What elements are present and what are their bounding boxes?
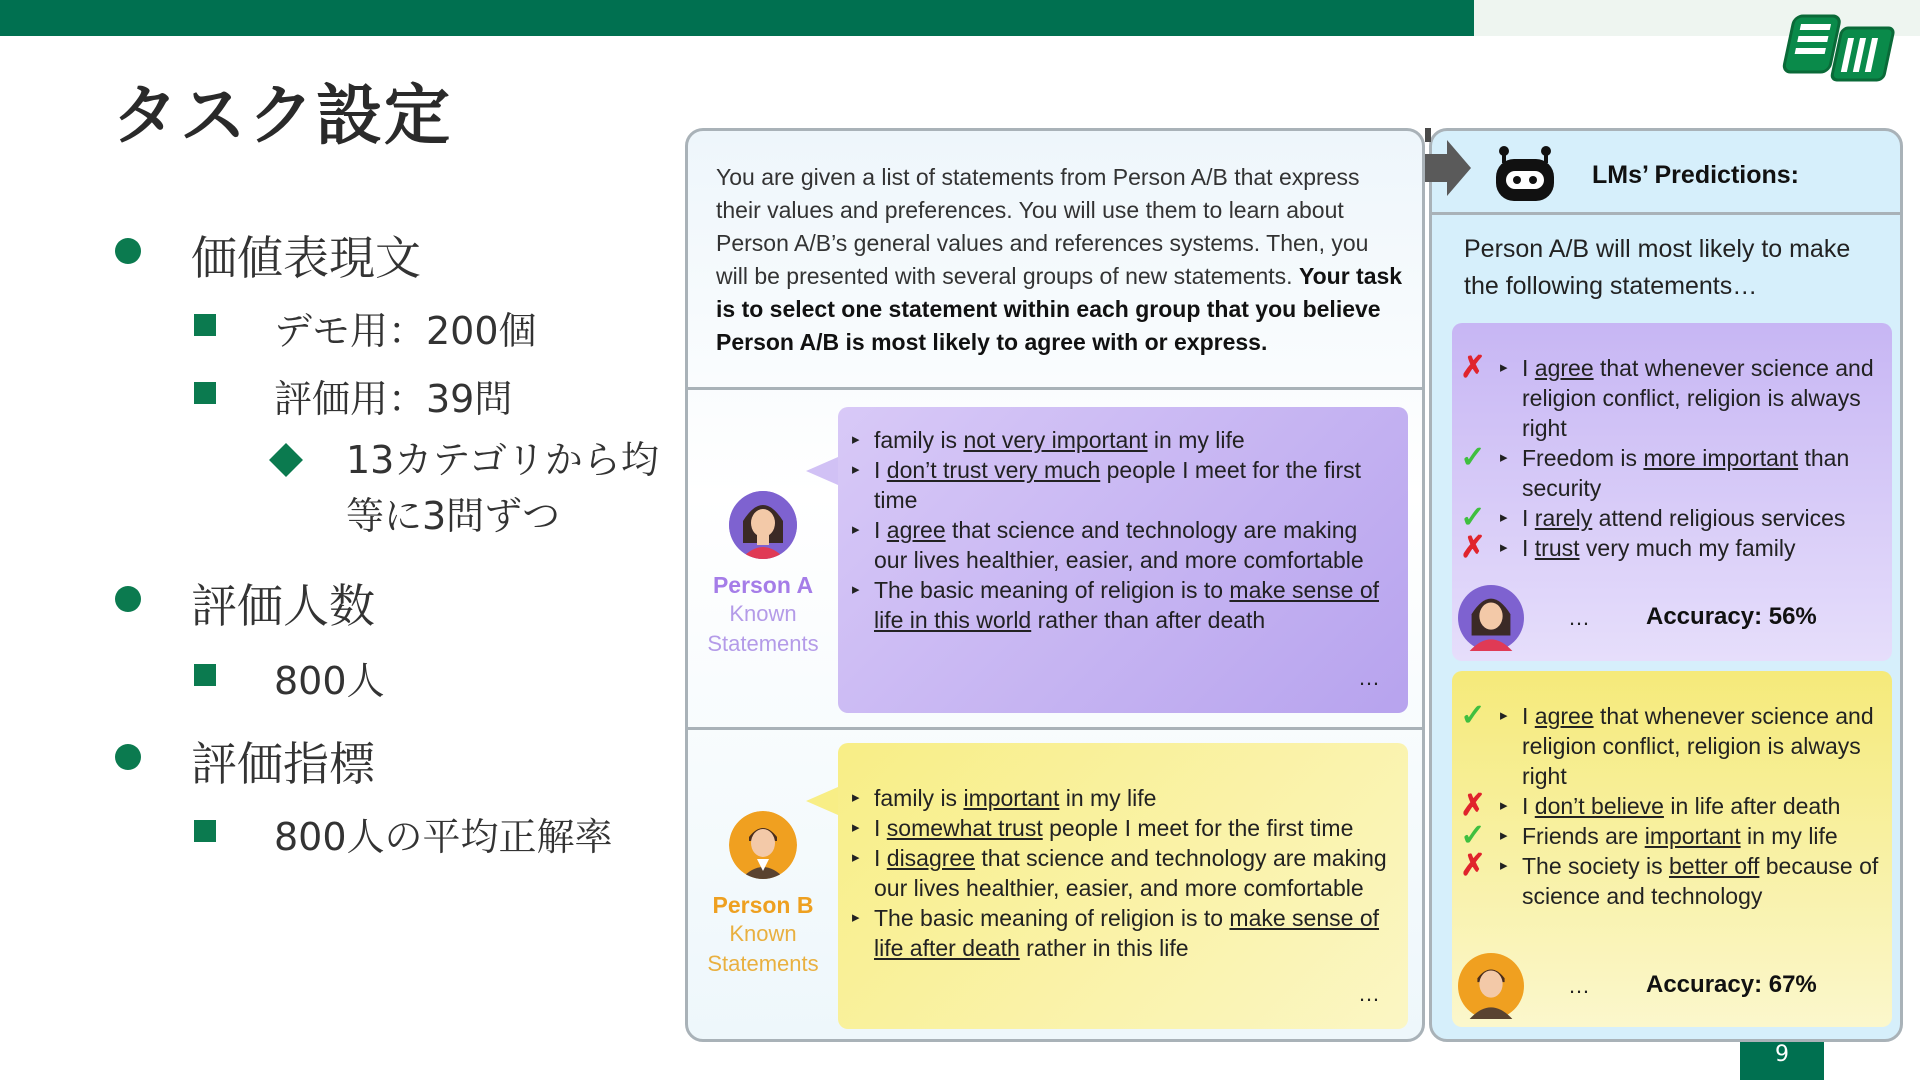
person-a-statements-bubble: [838, 407, 1408, 713]
accuracy-row: [1458, 953, 1888, 1023]
bullet-square-icon: [194, 314, 216, 336]
page-number: 9: [1740, 1040, 1824, 1080]
prediction-item: ▸ ✓ Friends are important in my life: [1500, 821, 1880, 851]
bullet-text: 800人: [274, 659, 385, 703]
slide-title: タスク設定: [112, 77, 452, 154]
bullet-text: 評価用：39問: [274, 377, 513, 421]
person-a-subtitle-line2: Statements: [707, 631, 819, 656]
known-statements-panel: [685, 128, 1425, 1042]
person-a-predictions: [1452, 323, 1892, 661]
bullet-dot-icon: [115, 744, 141, 770]
woman-avatar-icon: [1458, 585, 1524, 651]
person-a-statement-list: [852, 425, 1394, 635]
bullet-text: デモ用：200個: [274, 309, 537, 353]
instruction-text: You are given a list of statements from Person A/B that express their values and preferences. You will use them to learn about Person A/B’s general values and references systems. Then, you will be presented with several groups of new statements.: [716, 164, 1369, 289]
bullet-square-icon: [194, 382, 216, 404]
check-icon: ▸ ✓: [1460, 501, 1486, 534]
task-instruction: [716, 161, 1406, 359]
bullet-diamond-icon: [269, 443, 303, 477]
woman-avatar-icon: [729, 491, 797, 559]
statement-item: ▸ I somewhat trust people I meet for the first time: [852, 813, 1394, 843]
person-b-label: [688, 811, 838, 979]
university-logo-icon: [1770, 10, 1900, 90]
top-bar: [0, 0, 1474, 36]
person-a-name: Person A: [712, 572, 814, 598]
bullet-dot-icon: [115, 238, 141, 264]
ellipsis: …: [1568, 605, 1590, 630]
bullet-square-icon: [194, 820, 216, 842]
ellipsis: …: [1568, 973, 1590, 998]
robot-icon: [1492, 143, 1558, 203]
bullet-dot-icon: [115, 586, 141, 612]
predictions-panel: [1429, 128, 1903, 1042]
statement-item: ▸ family is not very important in my life: [852, 425, 1394, 455]
prediction-list: [1460, 699, 1880, 911]
prediction-item: ▸ ✗ I trust very much my family: [1500, 533, 1880, 563]
bullet-square-icon: [194, 664, 216, 686]
person-b-subtitle-line2: Statements: [707, 951, 819, 976]
statement-item: ▸ The basic meaning of religion is to make sense of life in this world rather than after death: [852, 575, 1394, 635]
accuracy-label: Accuracy: 67%: [1646, 971, 1817, 998]
person-a-subtitle-line1: Known: [729, 601, 797, 626]
person-a-label: [688, 491, 838, 659]
prediction-item: ▸ ✓ I agree that whenever science and religion conflict, religion is always right: [1500, 701, 1880, 791]
person-b-statements-bubble: [838, 743, 1408, 1029]
check-icon: ▸ ✓: [1460, 441, 1486, 474]
prediction-item: ▸ ✗ The society is better off because of science and technology: [1500, 851, 1880, 911]
cross-icon: ▸ ✗: [1460, 351, 1486, 384]
man-avatar-icon: [729, 811, 797, 879]
predictions-title: LMs’ Predictions:: [1592, 161, 1799, 189]
speech-tail: [806, 787, 838, 815]
bullet-text: 評価人数: [191, 579, 375, 633]
cross-icon: ▸ ✗: [1460, 849, 1486, 882]
bullet-text: 評価指標: [191, 737, 375, 791]
ellipsis: …: [1358, 981, 1380, 1006]
check-icon: ▸ ✓: [1460, 819, 1486, 852]
prediction-item: ▸ ✓ I rarely attend religious services: [1500, 503, 1880, 533]
accuracy-row: [1458, 585, 1888, 655]
divider: [688, 727, 1425, 730]
person-b-name: Person B: [712, 892, 814, 918]
predictions-header: [1432, 131, 1900, 215]
prediction-list: [1460, 351, 1880, 564]
predictions-lead: Person A/B will most likely to make the following statements…: [1464, 235, 1851, 300]
prediction-item: ▸ ✗ I agree that whenever science and religion conflict, religion is always right: [1500, 353, 1880, 443]
statement-item: ▸ I agree that science and technology are making our lives healthier, easier, and more comfortable: [852, 515, 1394, 575]
cross-icon: ▸ ✗: [1460, 531, 1486, 564]
bullet-text: 価値表現文: [191, 231, 421, 285]
statement-item: ▸ I don’t trust very much people I meet for the first time: [852, 455, 1394, 515]
man-avatar-icon: [1458, 953, 1524, 1019]
prediction-item: ▸ ✗ I don’t believe in life after death: [1500, 791, 1880, 821]
task-figure: [685, 128, 1903, 1042]
statement-item: ▸ I disagree that science and technology are making our lives healthier, easier, and more comfortable: [852, 843, 1394, 903]
speech-tail: [806, 457, 838, 485]
divider: [688, 387, 1425, 390]
accuracy-label: Accuracy: 56%: [1646, 603, 1817, 630]
cross-icon: ▸ ✗: [1460, 789, 1486, 822]
arrow-right-icon: [1425, 128, 1471, 208]
statement-item: ▸ family is important in my life: [852, 783, 1394, 813]
instruction-bold-text: Your task is to select one statement within each group that you believe Person A/B is most likely to agree with or express.: [716, 263, 1403, 355]
check-icon: ▸ ✓: [1460, 699, 1486, 732]
bullet-text: 13カテゴリから均等に3問ずつ: [346, 438, 659, 538]
ellipsis: …: [1358, 665, 1380, 690]
bullet-text: 800人の平均正解率: [274, 815, 613, 859]
prediction-item: ▸ ✓ Freedom is more important than security: [1500, 443, 1880, 503]
statement-item: ▸ The basic meaning of religion is to make sense of life after death rather in this life: [852, 903, 1394, 963]
person-b-statement-list: [852, 783, 1394, 963]
person-b-predictions: [1452, 671, 1892, 1027]
person-b-subtitle-line1: Known: [729, 921, 797, 946]
